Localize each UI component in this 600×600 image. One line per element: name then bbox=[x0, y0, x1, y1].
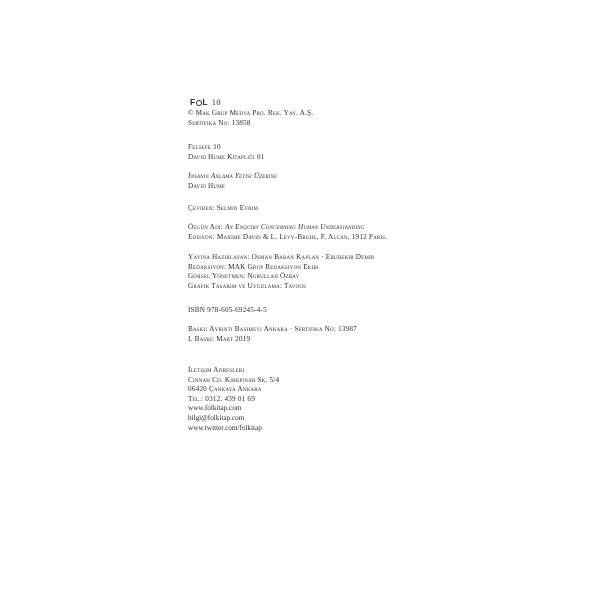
graphic-design: Grafik Tasarım ve Uygulama: Tavoos bbox=[188, 281, 307, 290]
printing-house: Baskı: Ayrıntı Basımevi Ankara · Sertifika No: 13987 bbox=[188, 325, 358, 333]
address-line-1: Cinnah Cd. Kırkpınar Sk. 5/4 bbox=[188, 375, 280, 384]
redaction: Redaksiyon: MAK Grup Redaksiyon Ekibi bbox=[188, 262, 319, 271]
visual-director: Görsel Yönetmen: Nurullah Özbay bbox=[188, 272, 300, 281]
logo-o-circle bbox=[196, 100, 202, 106]
contact-block bbox=[188, 366, 279, 433]
translator-block bbox=[188, 204, 258, 214]
series-library: David Hume Kitaplığı 01 bbox=[188, 152, 265, 161]
original-title: An Enquiry Concerning Human Understanding bbox=[224, 223, 365, 231]
edition: Edisyon: Maxime David & L. Levy-Bruhl, F. Alcan, 1912 Paris. bbox=[188, 232, 388, 241]
publisher-name: © Mak Grup Medya Pro. Rek. Yay. A.Ş. bbox=[188, 109, 314, 117]
series-name: Felsefe 10 bbox=[188, 143, 221, 151]
logo-number: 10 bbox=[211, 97, 221, 107]
staff-block bbox=[188, 253, 374, 291]
publisher-certificate: Sertifika No: 13858 bbox=[188, 118, 251, 127]
series-block bbox=[188, 143, 264, 162]
book-title: İnsanın Anlama Yetisi Üzerine bbox=[188, 172, 278, 180]
editors: Yayına Hazırlayan: Osman Baran Kaplan · Ebubekir Demir bbox=[188, 253, 375, 261]
book-block bbox=[188, 172, 277, 191]
translator: Çeviren: Selmin Evrim bbox=[188, 204, 259, 212]
printing-block bbox=[188, 325, 357, 344]
address-line-2: 06420 Çankaya Ankara bbox=[188, 385, 262, 394]
book-author: David Hume bbox=[188, 181, 226, 190]
phone: Tel.: 0312. 439 01 69 bbox=[188, 394, 256, 403]
contact-heading: İletişim Adresleri bbox=[188, 366, 245, 374]
publisher-logo-line bbox=[190, 97, 221, 107]
edition-date: I. Baskı: Mart 2019 bbox=[188, 334, 251, 343]
fol-logo: F L bbox=[190, 97, 208, 107]
publisher-block bbox=[188, 109, 313, 128]
isbn: ISBN 978-605-69245-4-5 bbox=[188, 306, 267, 314]
original-block bbox=[188, 223, 387, 242]
isbn-block bbox=[188, 306, 267, 316]
email-link[interactable]: bilgi@folkitap.com bbox=[188, 413, 245, 422]
twitter-link[interactable]: www.twitter.com/folkitap bbox=[188, 423, 262, 432]
website-link[interactable]: www.folkitap.com bbox=[188, 404, 242, 413]
original-title-line: Özgün Adı: An Enquiry Concerning Human Understanding bbox=[188, 223, 365, 231]
